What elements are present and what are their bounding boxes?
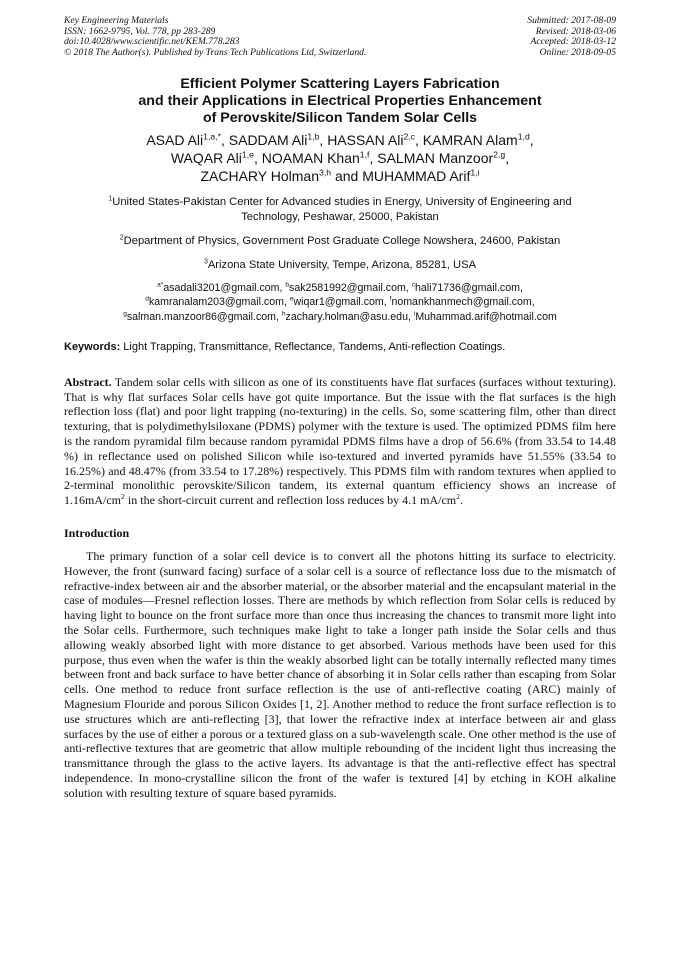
introduction-paragraph: The primary function of a solar cell device is to convert all the photons hitting its surface to electricity. However, the front (sunward facing) surface of a solar cell is a source of reflectance loss due to the mismatch of refractive-index between air and the absorber material, or the absorber material and the encapsulant material in the case of modules—Fresnel reflection losses. There are methods by which reflection from Solar cells is reduced by having light to bounce on the front surface more than once thus increasing the chances to transmit more light into the Solar cells. Furthermore, such techniques make light to take a longer path inside the Solar cells and thus allowing weakly absorbed light with more distance to get absorbed. Various methods have been used for this purpose, thus even when the wafer is thin the weakly absorbed light can be totally internally reflected many times between front and back surface to have better chance of absorbing it in Solar cells rather than escaping from Solar cells. One method to reduce front surface reflection is the use of anti-reflective coating (ARC) mainly of Magnesium Flouride and porous Silicon Oxides [1, 2]. Another method to reduce the front surface reflection is to use structures which are anti-reflecting [3], that lower the refractive index at interface between air and glass surfaces by the use of either a porous or a textured glass on a sub-wavelength scale. One other method is the use of anti-reflective textures that are geometric that allow multiple rebounding of the incident light thus increasing the transmittance through the glass to the active layers. Its advantage is that the anti-reflective effect has spectral independence. In mono-crystalline silicon the front of the wafer is textured [4] by etching in KOH alkaline solution with resulting texture of square based pyramids.	[64, 548, 616, 800]
journal-info	[64, 16, 366, 58]
journal-header	[64, 16, 616, 58]
email-mark: g	[123, 310, 127, 318]
author-name: SALMAN Manzoor	[377, 150, 494, 167]
email-mark: d	[145, 295, 149, 303]
date-revised: Revised: 2018-03-06	[535, 25, 616, 37]
author-name: SADDAM Ali	[228, 132, 308, 149]
author-name: ZACHARY Holman	[200, 168, 320, 185]
affiliation-text: United States-Pakistan Center for Advanced studies in Energy, University of Engineering and	[112, 196, 572, 209]
affiliation-line: Technology, Peshawar, 25000, Pakistan	[241, 210, 439, 223]
abstract-text: .	[460, 493, 464, 508]
author-name: ASAD Ali	[146, 132, 204, 149]
author-affiliation-mark: 3,h	[319, 167, 332, 178]
email-link[interactable]: hali71736@gmail.com	[414, 282, 520, 295]
affiliation-1	[64, 195, 616, 223]
affiliation-text: Department of Physics, Government Post Graduate College Nowshera, 24600, Pakistan	[123, 234, 561, 247]
abstract-superscript: 2	[456, 492, 461, 502]
email-mark: b	[285, 281, 290, 289]
abstract-text: in the short-circuit current and reflection loss reduces by 4.1 mA/cm	[124, 493, 457, 508]
author-affiliation-mark: 2,c	[403, 131, 416, 142]
journal-doi: doi:10.4028/www.scientific.net/KEM.778.283	[64, 36, 240, 48]
author-affiliation-mark: 1,a,*	[203, 131, 221, 142]
author-separator: ,	[369, 150, 378, 167]
email-link[interactable]: salman.manzoor86@gmail.com	[126, 310, 276, 323]
email-link[interactable]: asadali3201@gmail.com	[163, 282, 280, 295]
email-line: $^d$kamranalam203@gmail.com, $^e$wiqar1@gmail.com, $^f$nomankhanmech@gmail.com,	[145, 295, 535, 309]
abstract	[64, 375, 616, 508]
email-mark: a*	[157, 281, 164, 289]
affiliation-mark: 1	[108, 195, 113, 203]
email-mark: h	[281, 310, 286, 318]
email-link[interactable]: Muhammad.arif@hotmail.com	[415, 310, 557, 323]
author-name: HASSAN Ali	[327, 132, 404, 149]
affiliation-line	[64, 258, 616, 272]
affiliation-2	[64, 234, 616, 248]
email-mark: f	[389, 295, 392, 303]
email-line: $^{a*}$asadali3201@gmail.com, $^b$sak2581992@gmail.com, $^c$hali71736@gmail.com,	[157, 281, 523, 295]
keywords	[64, 340, 616, 354]
author-emails	[64, 281, 616, 324]
author-affiliation-mark: 1,i	[470, 167, 480, 178]
author-affiliation-mark: 1,f	[359, 149, 370, 160]
email-link[interactable]: nomankhanmech@gmail.com	[391, 296, 532, 309]
affiliation-line	[64, 195, 616, 209]
date-online: Online: 2018-09-05	[539, 46, 616, 58]
journal-issn: ISSN: 1662-9795, Vol. 778, pp 283-289	[64, 25, 216, 37]
publication-dates	[527, 16, 616, 58]
author-separator: ,	[529, 132, 534, 149]
author-line	[64, 131, 616, 149]
author-separator: and	[331, 168, 363, 185]
paper-title	[64, 76, 616, 127]
author-name: NOAMAN Khan	[261, 150, 360, 167]
date-accepted: Accepted: 2018-03-12	[530, 36, 616, 48]
author-affiliation-mark: 2,g	[493, 149, 506, 160]
affiliation-mark: 2	[119, 234, 124, 242]
author-line	[64, 149, 616, 167]
abstract-text: Tandem solar cells with silicon as one of its constituents have flat surfaces (surfaces without texturing). That is why flat surfaces Solar cells have got quite importance. But the issue with the flat surfaces is the high reflection loss (flat) and poor light trapping (no-texturing) in the cells. So, some scattering film, other than direct texturing, that is polydimethylsiloxane (PDMS) polymer with the texture is used. The optimized PDMS film here is the random pyramidal film because random pyramidal PDMS films have a drop of 56.6% (from 33.54 to 14.48 %) in reflectance used on polished Silicon while iso-textured and inverted pyramids have 51.55% (33.54 to 16.25%) and 48.47% (from 33.54 to 17.28%) respectively. This PDMS film with random textures when applied to 2-terminal monolithic perovskite/Silicon tandem, its external quantum efficiency shows an increase of 1.16mA/cm	[64, 374, 616, 508]
author-name: KAMRAN Alam	[422, 132, 518, 149]
title-line: and their Applications in Electrical Properties Enhancement	[138, 93, 542, 110]
email-link[interactable]: wiqar1@gmail.com	[293, 296, 384, 309]
abstract-label: Abstract.	[64, 374, 112, 389]
email-line: $^g$salman.manzoor86@gmail.com, $^h$zachary.holman@asu.edu, $^i$Muhammad.arif@hotmail.com	[123, 310, 557, 323]
author-separator: ,	[319, 132, 328, 149]
abstract-superscript: 2	[121, 492, 125, 502]
title-line: Efficient Polymer Scattering Layers Fabrication	[180, 76, 500, 93]
author-affiliation-mark: 1,e	[241, 149, 254, 160]
author-name: MUHAMMAD Arif	[362, 168, 471, 185]
author-separator: ,	[505, 150, 510, 167]
affiliation-line	[64, 234, 616, 248]
journal-copyright: © 2018 The Author(s). Published by Trans Tech Publications Ltd, Switzerland.	[64, 46, 367, 58]
affiliation-mark: 3	[203, 258, 208, 266]
email-link[interactable]: sak2581992@gmail.com	[289, 282, 406, 295]
author-name: WAQAR Ali	[170, 150, 242, 167]
email-mark: i	[413, 310, 416, 318]
affiliation-3	[64, 258, 616, 272]
title-line: of Perovskite/Silicon Tandem Solar Cells	[202, 110, 478, 127]
author-affiliation-mark: 1,b	[307, 131, 320, 142]
author-separator: ,	[253, 150, 262, 167]
keywords-label: Keywords:	[64, 340, 121, 353]
introduction-heading: Introduction	[64, 525, 130, 540]
affiliation-text: Arizona State University, Tempe, Arizona, 85281, USA	[207, 258, 477, 271]
date-submitted: Submitted: 2017-08-09	[527, 15, 616, 26]
author-line	[64, 167, 616, 185]
author-separator: ,	[415, 132, 423, 149]
author-list	[64, 131, 616, 185]
email-link[interactable]: kamranalam203@gmail.com	[148, 296, 284, 309]
email-mark: e	[289, 295, 294, 303]
journal-name: Key Engineering Materials	[64, 15, 169, 26]
author-separator: ,	[220, 132, 229, 149]
email-mark: c	[411, 281, 415, 289]
email-link[interactable]: zachary.holman@asu.edu	[285, 310, 408, 323]
keywords-text: Light Trapping, Transmittance, Reflectance, Tandems, Anti-reflection Coatings.	[120, 340, 506, 353]
author-affiliation-mark: 1,d	[517, 131, 530, 142]
